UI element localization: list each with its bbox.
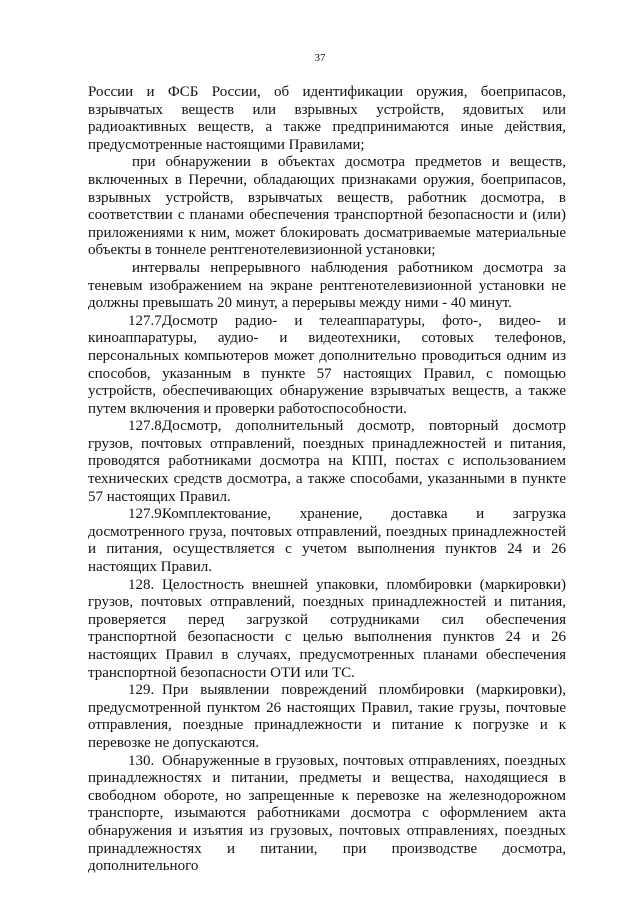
paragraph-128: [88, 577, 566, 683]
clause-text: Досмотр радио- и телеаппаратуры, фото-, видео- и киноаппаратуры, аудио- и видеотехники, сотовых телефонов, персональных компьютеров может дополнительно проводиться одним из способов, указанным в пункте 57 настоящих Правил, с помощью устройств, обеспечивающих обнаружение взрывчатых веществ, а также путем включения и проверки работоспособности.: [88, 312, 566, 417]
clause-text: Обнаруженные в грузовых, почтовых отправлениях, поездных принадлежностях и питании, предметы и вещества, находящиеся в свободном обороте, но запрещенные к перевозке на железнодорожном транспорте, изымаются работниками досмотра с оформлением акта обнаружения и изъятия из грузовых, почтовых отправлениях, поездных принадлежностях и питании, при производстве досмотра, дополнительного: [88, 752, 566, 875]
clause-number: 127.8.: [128, 418, 166, 435]
clause-number: 130.: [128, 752, 155, 769]
document-body: [88, 84, 566, 876]
clause-number: 128.: [128, 576, 155, 593]
clause-text: При выявлении повреждений пломбировки (маркировки), предусмотренной пунктом 26 настоящих Правил, такие грузы, почтовые отправления, поездные принадлежности и питание к погрузке и к перевозке не допускаются.: [88, 682, 566, 751]
page-number: 37: [314, 52, 326, 64]
paragraph-130: [88, 753, 566, 876]
clause-number: 127.7.: [128, 312, 166, 329]
clause-number: 127.9.: [128, 506, 166, 523]
paragraph-127-9: [88, 506, 566, 576]
clause-text: Досмотр, дополнительный досмотр, повторный досмотр грузов, почтовых отправлений, поездных принадлежностей и питания, проводятся работниками досмотра на КПП, постах с использованием технических средств досмотра, а также способами, указанными в пункте 57 настоящих Правил.: [88, 418, 566, 505]
clause-text: Целостность внешней упаковки, пломбировки (маркировки) грузов, почтовых отправлений, поездных принадлежностей и питания, проверяется перед загрузкой сотрудниками сил обеспечения транспортной безопасности с целью выполнения пунктов 24 и 26 настоящих Правил в случаях, предусмотренных планами обеспечения транспортной безопасности ОТИ или ТС.: [88, 576, 566, 681]
clause-text: Комплектование, хранение, доставка и загрузка досмотренного груза, почтовых отправлений, поездных принадлежностей и питания, осуществляется с учетом выполнения пунктов 24 и 26 настоящих Правил.: [88, 506, 566, 576]
paragraph-127-7: [88, 313, 566, 419]
paragraph-129: [88, 682, 566, 752]
paragraph-observation-intervals: интервалы непрерывного наблюдения работником досмотра за теневым изображением на экране рентгенотелевизионной установки не должны превышать 20 минут, а перерывы между ними - 40 минут.: [88, 259, 566, 312]
clause-number: 129.: [128, 682, 155, 699]
paragraph-detection-blocking: при обнаружении в объектах досмотра предметов и веществ, включенных в Перечни, обладающих признаками оружия, боеприпасов, взрывных устройств, взрывчатых веществ, работник досмотра, в соответствии с планами обеспечения транспортной безопасности и (или) приложениями к ним, может блокировать досматриваемые материальные объекты в тоннеле рентгенотелевизионной установки;: [88, 154, 566, 259]
paragraph-continuation: России и ФСБ России, об идентификации оружия, боеприпасов, взрывчатых веществ или взрывных устройств, ядовитых или радиоактивных веществ, а также предпринимаются иные действия, предусмотренные настоящими Правилами;: [88, 84, 566, 153]
paragraph-127-8: [88, 418, 566, 506]
